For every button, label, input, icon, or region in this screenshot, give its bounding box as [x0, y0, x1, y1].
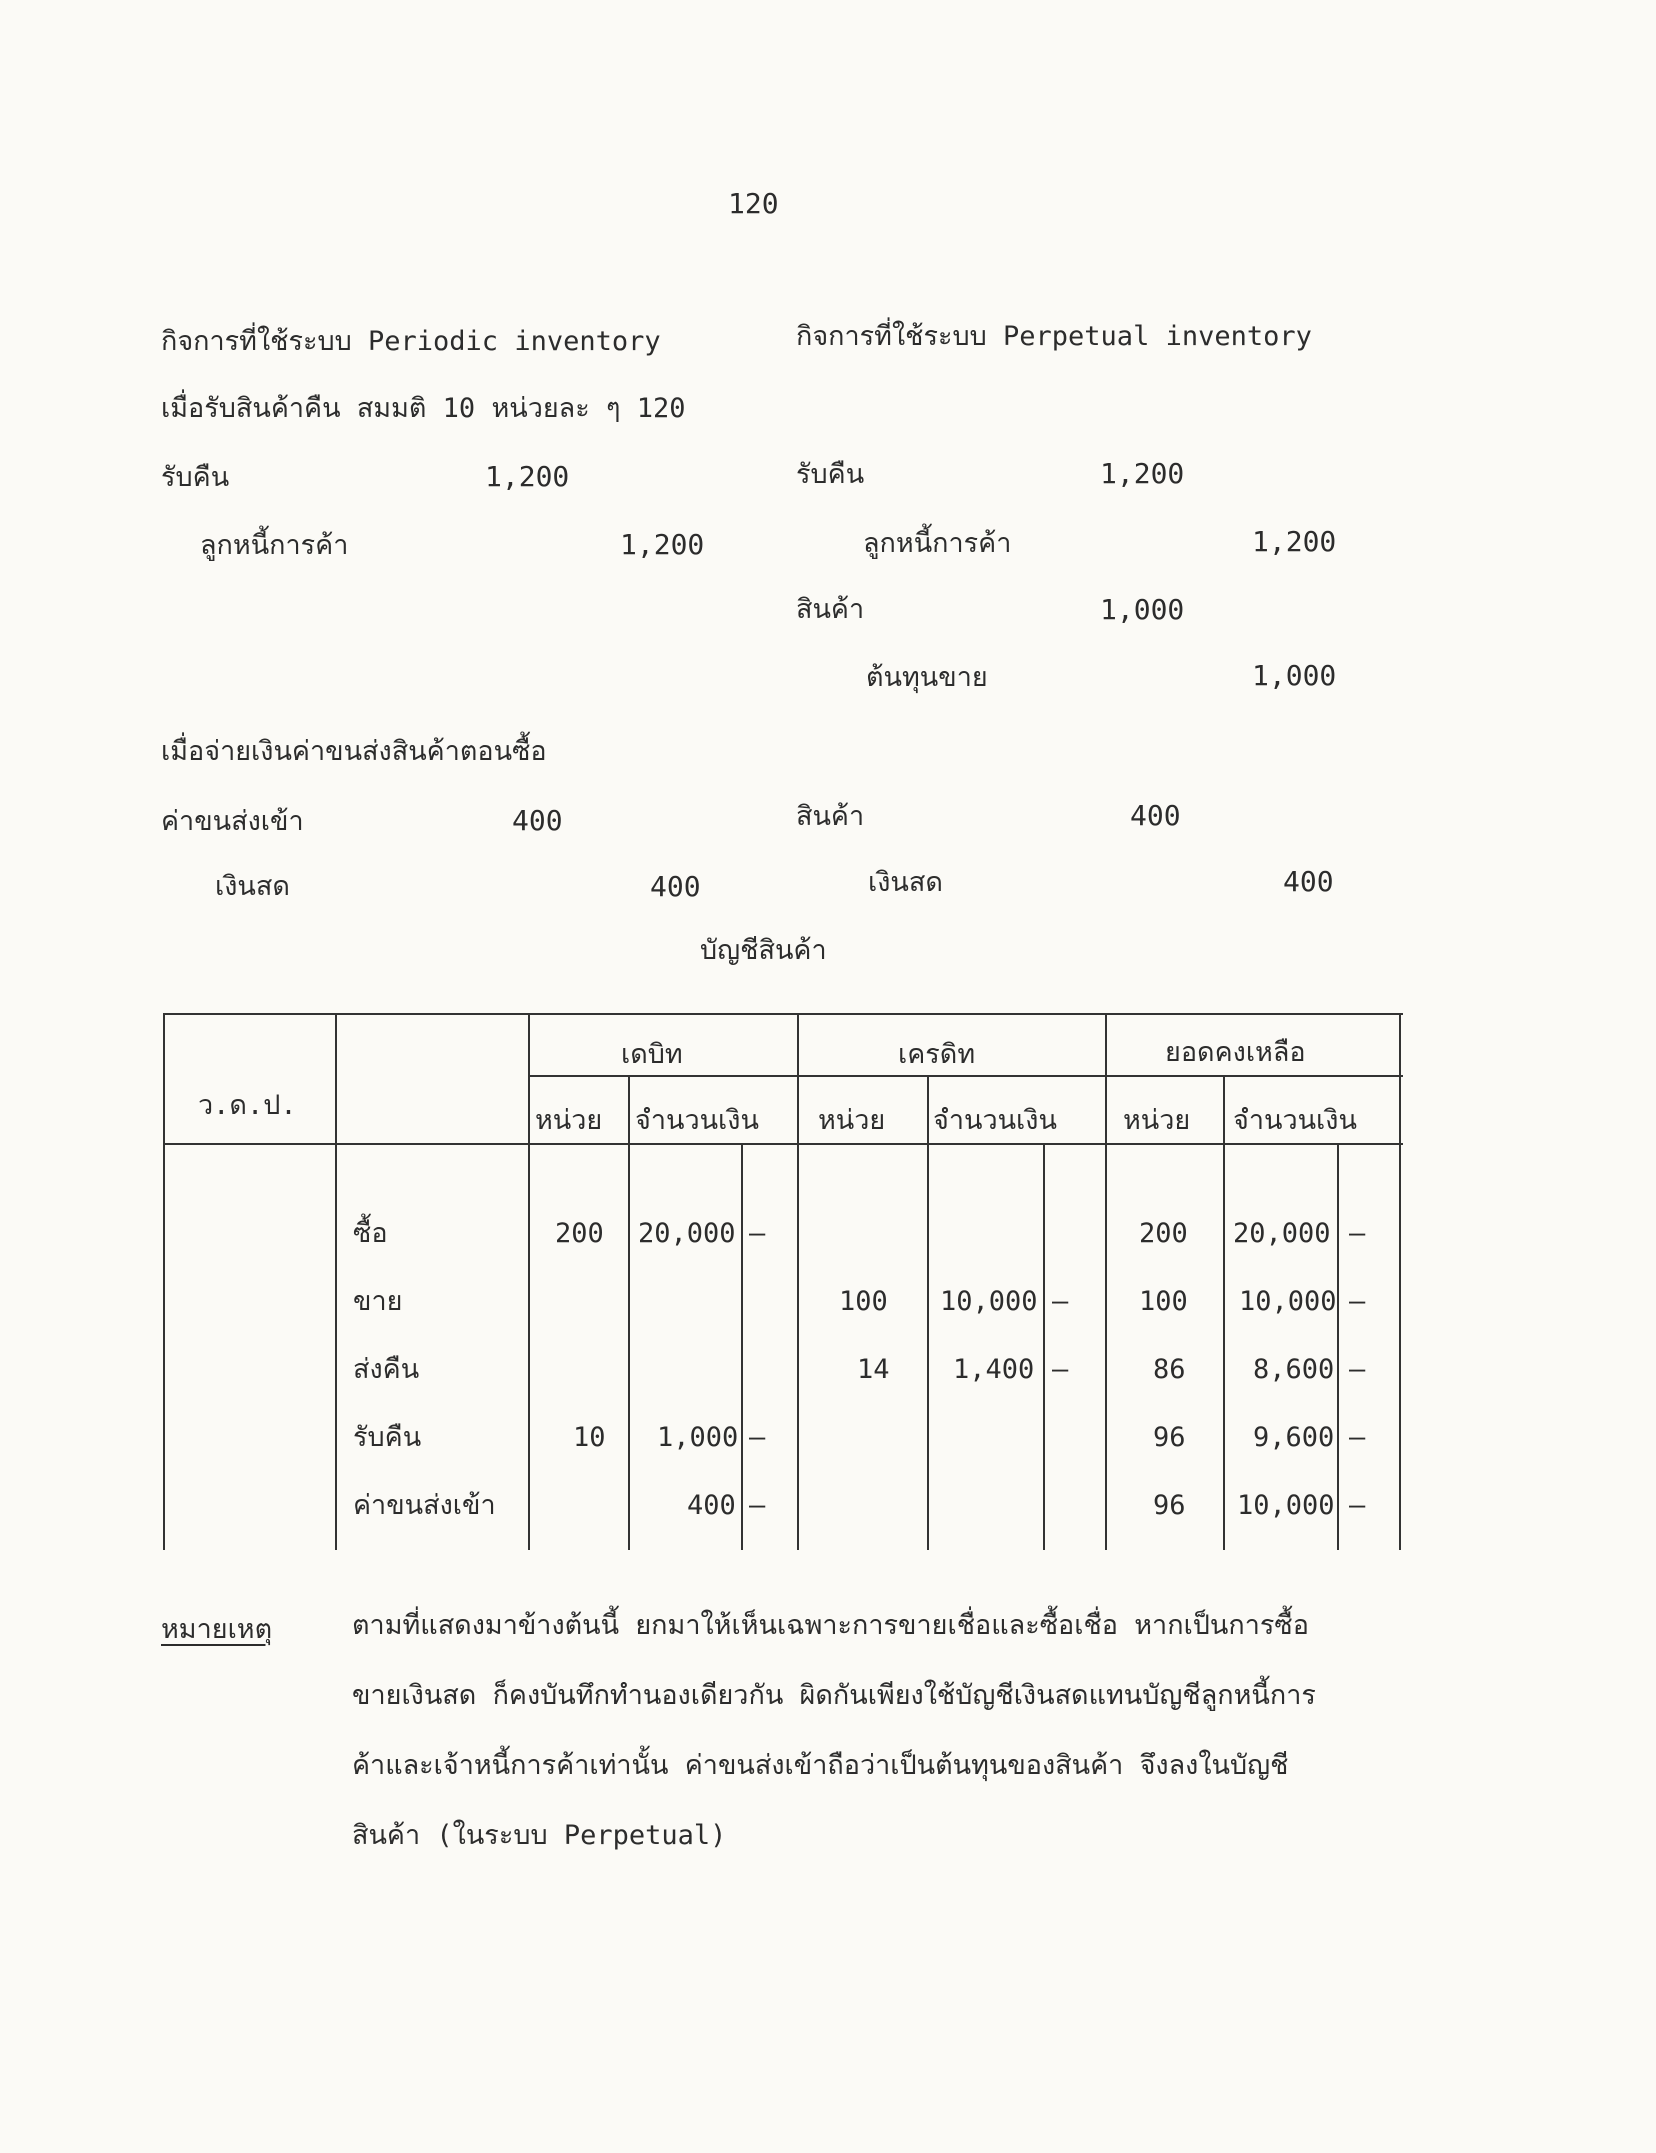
- periodic-entry2-credit: 1,200: [620, 528, 705, 561]
- row2-credit-units: 100: [839, 1286, 888, 1317]
- row4-balance-amount: 9,600: [1253, 1422, 1335, 1453]
- header-balance: ยอดคงเหลือ: [1165, 1037, 1306, 1068]
- row3-credit-units: 14: [857, 1354, 890, 1385]
- header-balance-amount: จำนวนเงิน: [1233, 1105, 1357, 1136]
- row2-balance-amount: 10,000: [1239, 1286, 1337, 1317]
- note-line-3: ค้าและเจ้าหนี้การค้าเท่านั้น ค่าขนส่งเข้าถือว่าเป็นต้นทุนของสินค้า จึงลงในบัญชี: [352, 1750, 1289, 1781]
- header-bottom-border: [163, 1143, 1403, 1145]
- note-line-2: ขายเงินสด ก็คงบันทึกทำนองเดียวกัน ผิดกันเพียงใช้บัญชีเงินสดแทนบัญชีลูกหนี้การ: [352, 1680, 1316, 1711]
- perpetual-entry3-account: สินค้า: [796, 594, 865, 625]
- perpetual-entry2-account: ลูกหนี้การค้า: [863, 528, 1012, 559]
- table-right-border: [1399, 1013, 1401, 1550]
- row1-debit-units: 200: [555, 1218, 604, 1249]
- note-label: หมายเหตุ: [161, 1614, 273, 1645]
- row2-credit-dash: –: [1052, 1286, 1069, 1317]
- header-credit-amount: จำนวนเงิน: [933, 1105, 1057, 1136]
- periodic-entry1-debit: 1,200: [485, 460, 570, 493]
- perpetual-entry6-account: เงินสด: [868, 867, 943, 898]
- row4-balance-units: 96: [1153, 1422, 1186, 1453]
- row3-balance-amount: 8,600: [1253, 1354, 1335, 1385]
- row1-balance-dash: –: [1349, 1218, 1366, 1249]
- perpetual-entry1-debit: 1,200: [1100, 457, 1185, 490]
- row1-balance-units: 200: [1139, 1218, 1188, 1249]
- perpetual-entry1-account: รับคืน: [796, 459, 865, 490]
- balance-amount-divider: [1337, 1143, 1339, 1550]
- perpetual-entry4-account: ต้นทุนขาย: [866, 662, 988, 693]
- date-column-divider: [335, 1013, 337, 1550]
- row3-credit-dash: –: [1052, 1354, 1069, 1385]
- periodic-entry3-debit: 400: [512, 804, 563, 837]
- row5-balance-units: 96: [1153, 1490, 1186, 1521]
- perpetual-entry5-debit: 400: [1130, 799, 1181, 832]
- debit-amount-divider: [741, 1143, 743, 1550]
- row1-debit-amount: 20,000: [638, 1218, 736, 1249]
- row4-debit-dash: –: [749, 1422, 766, 1453]
- row3-balance-units: 86: [1153, 1354, 1186, 1385]
- header-date: ว.ด.ป.: [198, 1090, 297, 1121]
- row3-desc: ส่งคืน: [353, 1354, 420, 1385]
- credit-units-divider: [927, 1075, 929, 1550]
- row3-balance-dash: –: [1349, 1354, 1366, 1385]
- inventory-ledger-table: [163, 1013, 1403, 1550]
- row5-debit-amount: 400: [687, 1490, 736, 1521]
- row4-debit-units: 10: [573, 1422, 606, 1453]
- note-line-1: ตามที่แสดงมาข้างต้นนี้ ยกมาให้เห็นเฉพาะการขายเชื่อและซื้อเชื่อ หากเป็นการซื้อ: [352, 1610, 1309, 1641]
- row5-debit-dash: –: [749, 1490, 766, 1521]
- row5-desc: ค่าขนส่งเข้า: [353, 1490, 496, 1521]
- row2-credit-amount: 10,000: [940, 1286, 1038, 1317]
- event2-title: เมื่อจ่ายเงินค่าขนส่งสินค้าตอนซื้อ: [161, 736, 547, 767]
- ledger-title: บัญชีสินค้า: [700, 935, 827, 966]
- row1-desc: ซื้อ: [353, 1218, 388, 1249]
- perpetual-entry4-credit: 1,000: [1252, 659, 1337, 692]
- page-number: 120: [728, 187, 779, 220]
- periodic-entry3-account: ค่าขนส่งเข้า: [161, 806, 304, 837]
- balance-units-divider: [1223, 1075, 1225, 1550]
- row2-balance-dash: –: [1349, 1286, 1366, 1317]
- row4-balance-dash: –: [1349, 1422, 1366, 1453]
- row4-debit-amount: 1,000: [657, 1422, 739, 1453]
- header-debit-amount: จำนวนเงิน: [635, 1105, 759, 1136]
- row5-balance-dash: –: [1349, 1490, 1366, 1521]
- row1-debit-dash: –: [749, 1218, 766, 1249]
- row5-balance-amount: 10,000: [1237, 1490, 1335, 1521]
- header-balance-units: หน่วย: [1123, 1105, 1191, 1136]
- group-header-divider: [528, 1075, 1403, 1077]
- credit-group-left: [797, 1013, 799, 1550]
- debit-units-divider: [628, 1075, 630, 1550]
- row3-credit-amount: 1,400: [953, 1354, 1035, 1385]
- perpetual-entry2-credit: 1,200: [1252, 525, 1337, 558]
- row1-balance-amount: 20,000: [1233, 1218, 1331, 1249]
- perpetual-entry3-debit: 1,000: [1100, 593, 1185, 626]
- note-line-4: สินค้า (ในระบบ Perpetual): [352, 1820, 727, 1851]
- row4-desc: รับคืน: [353, 1422, 422, 1453]
- balance-group-left: [1105, 1013, 1107, 1550]
- perpetual-heading: กิจการที่ใช้ระบบ Perpetual inventory: [796, 321, 1312, 352]
- header-debit: เดบิท: [621, 1039, 683, 1070]
- header-debit-units: หน่วย: [535, 1105, 603, 1136]
- event1-title: เมื่อรับสินค้าคืน สมมติ 10 หน่วยละ ๆ 120: [161, 393, 686, 424]
- perpetual-entry6-credit: 400: [1283, 865, 1334, 898]
- row2-desc: ขาย: [353, 1286, 403, 1317]
- debit-group-left: [528, 1013, 530, 1550]
- periodic-entry2-account: ลูกหนี้การค้า: [200, 530, 349, 561]
- periodic-entry1-account: รับคืน: [161, 462, 230, 493]
- table-left-border: [163, 1013, 165, 1550]
- header-credit-units: หน่วย: [818, 1105, 886, 1136]
- header-credit: เครดิท: [898, 1039, 976, 1070]
- periodic-heading: กิจการที่ใช้ระบบ Periodic inventory: [161, 326, 661, 357]
- periodic-entry4-credit: 400: [650, 870, 701, 903]
- row2-balance-units: 100: [1139, 1286, 1188, 1317]
- periodic-entry4-account: เงินสด: [215, 871, 290, 902]
- table-top-border: [163, 1013, 1403, 1015]
- credit-amount-divider: [1043, 1143, 1045, 1550]
- perpetual-entry5-account: สินค้า: [796, 801, 865, 832]
